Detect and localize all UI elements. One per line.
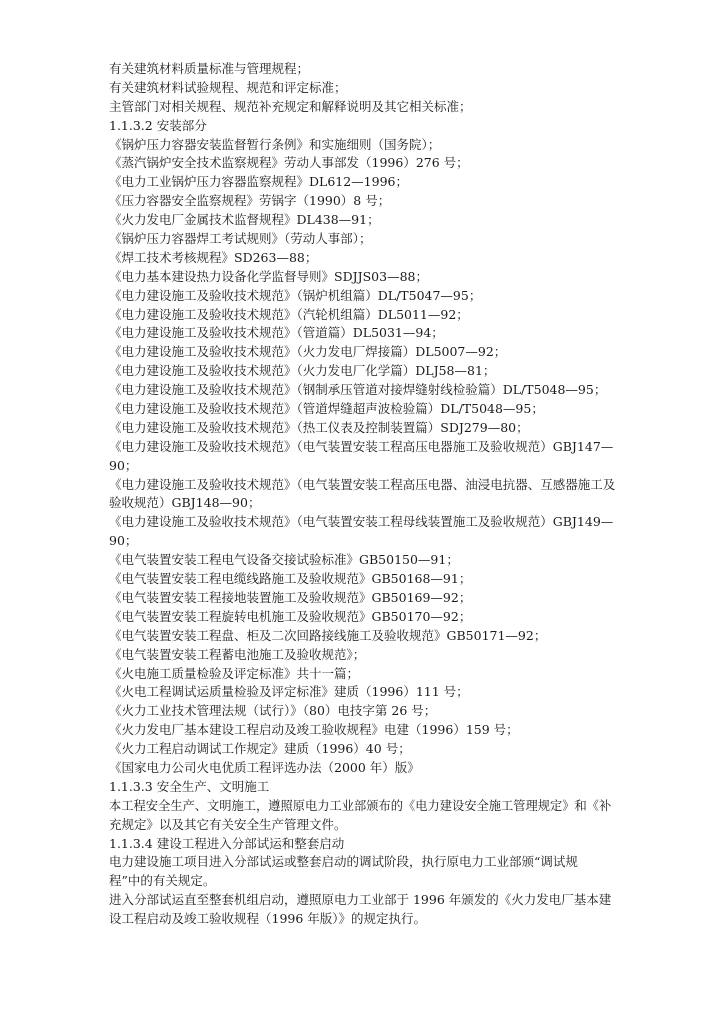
text-line: 《火电工程调试运质量检验及评定标准》建质（1996）111 号； bbox=[109, 684, 469, 700]
text-line: 验收规范）GBJ148—90； bbox=[109, 495, 261, 511]
text-line: 《火电施工质量检验及评定标准》共十一篇； bbox=[109, 665, 360, 681]
text-line: 《电力建设施工及验收技术规范》（电气装置安装工程母线装置施工及验收规范）GBJ149— bbox=[109, 514, 614, 530]
text-line: 《锅炉压力容器安装监督暂行条例》和实施细则（国务院）； bbox=[109, 136, 441, 152]
text-line: 《电气装置安装工程电缆线路施工及验收规范》GB50168—91； bbox=[109, 571, 472, 587]
text-line: 有关建筑材料质量标准与管理规程； bbox=[109, 61, 310, 76]
text-line: 《电力建设施工及验收技术规范》（钢制承压管道对接焊缝射线检验篇）DL/T5048—95； bbox=[109, 382, 607, 398]
text-line: 《电力建设施工及验收技术规范》（火力发电厂焊接篇）DL5007—92； bbox=[109, 344, 507, 360]
text-line: 1.1.3.3 安全生产、文明施工 bbox=[109, 778, 270, 794]
text-line: 《电力建设施工及验收技术规范》（火力发电厂化学篇）DLJ58—81； bbox=[109, 363, 496, 379]
text-line: 《电力建设施工及验收技术规范》（管道篇）DL5031—94； bbox=[109, 325, 444, 341]
text-line: 《电气装置安装工程接地装置施工及验收规范》GB50169—92； bbox=[109, 589, 472, 605]
text-line: 程”中的有关规定。 bbox=[109, 873, 216, 889]
text-line: 1.1.3.4 建设工程进入分部试运和整套启动 bbox=[109, 835, 345, 851]
text-line: 《电气装置安装工程蓄电池施工及验收规范》； bbox=[109, 646, 366, 662]
text-line: 有关建筑材料试验规程、规范和评定标准； bbox=[109, 79, 347, 95]
text-line: 《电气装置安装工程旋转电机施工及验收规范》GB50170—92； bbox=[109, 608, 472, 624]
text-line: 充规定》以及其它有关安全生产管理文件。 bbox=[109, 816, 347, 832]
text-line: 《火力发电厂基本建设工程启动及竣工验收规程》电建（1996）159 号； bbox=[109, 722, 519, 738]
text-line: 《电气装置安装工程盘、柜及二次回路接线施工及验收规范》GB50171—92； bbox=[109, 627, 547, 643]
text-line: 《电力建设施工及验收技术规范》（电气装置安装工程高压电器、油浸电抗器、互感器施工及 bbox=[109, 476, 616, 492]
text-line: 90； bbox=[109, 457, 138, 473]
text-line: 《电气装置安装工程电气设备交接试验标准》GB50150—91； bbox=[109, 552, 459, 568]
text-line: 《火力工业技术管理法规（试行）》（80）电技字第 26 号； bbox=[109, 703, 437, 719]
text-line: 主管部门对相关规程、规范补充规定和解释说明及其它相关标准； bbox=[109, 98, 472, 114]
text-line: 《蒸汽锅炉安全技术监察规程》劳动人事部发（1996）276 号； bbox=[109, 155, 469, 171]
text-line: 《锅炉压力容器焊工考试规则》（劳动人事部）； bbox=[109, 231, 372, 247]
text-line: 《国家电力公司火电优质工程评选办法（2000 年）版》 bbox=[109, 759, 420, 775]
document-body bbox=[109, 60, 619, 929]
text-line: 《电力建设施工及验收技术规范》（管道焊缝超声波检验篇）DL/T5048—95； bbox=[109, 401, 544, 417]
text-line: 本工程安全生产、文明施工，遵照原电力工业部颁布的《电力建设安全施工管理规定》和《补 bbox=[109, 798, 612, 813]
text-line: 《焊工技术考核规程》SD263—88； bbox=[109, 249, 318, 265]
text-line: 90； bbox=[109, 533, 138, 549]
text-line: 《电力建设施工及验收技术规范》（锅炉机组篇）DL/T5047—95； bbox=[109, 287, 482, 303]
text-line: 《电力工业锅炉压力容器监察规程》DL612—1996； bbox=[109, 174, 408, 190]
text-line: 《电力建设施工及验收技术规范》（汽轮机组篇）DL5011—92； bbox=[109, 306, 469, 322]
text-line: 《电力基本建设热力设备化学监督导则》SDJJS03—88； bbox=[109, 268, 428, 284]
text-line: 《压力容器安全监察规程》劳锅字（1990）8 号； bbox=[109, 193, 391, 209]
text-line: 进入分部试运直至整套机组启动，遵照原电力工业部于 1996 年颁发的《火力发电厂基本建 bbox=[109, 892, 612, 908]
text-line: 设工程启动及竣工验收规程（1996 年版）》的规定执行。 bbox=[109, 911, 427, 927]
text-line: 《电力建设施工及验收技术规范》（电气装置安装工程高压电器施工及验收规范）GBJ147— bbox=[109, 438, 614, 454]
text-line: 《火力发电厂金属技术监督规程》DL438—91； bbox=[109, 212, 380, 228]
text-line: 1.1.3.2 安装部分 bbox=[109, 117, 207, 133]
text-line: 电力建设施工项目进入分部试运或整套启动的调试阶段，执行原电力工业部颁“调试规 bbox=[109, 854, 578, 870]
text-line: 《火力工程启动调试工作规定》建质（1996）40 号； bbox=[109, 741, 411, 757]
text-line: 《电力建设施工及验收技术规范》（热工仪表及控制装置篇）SDJ279—80； bbox=[109, 419, 529, 435]
